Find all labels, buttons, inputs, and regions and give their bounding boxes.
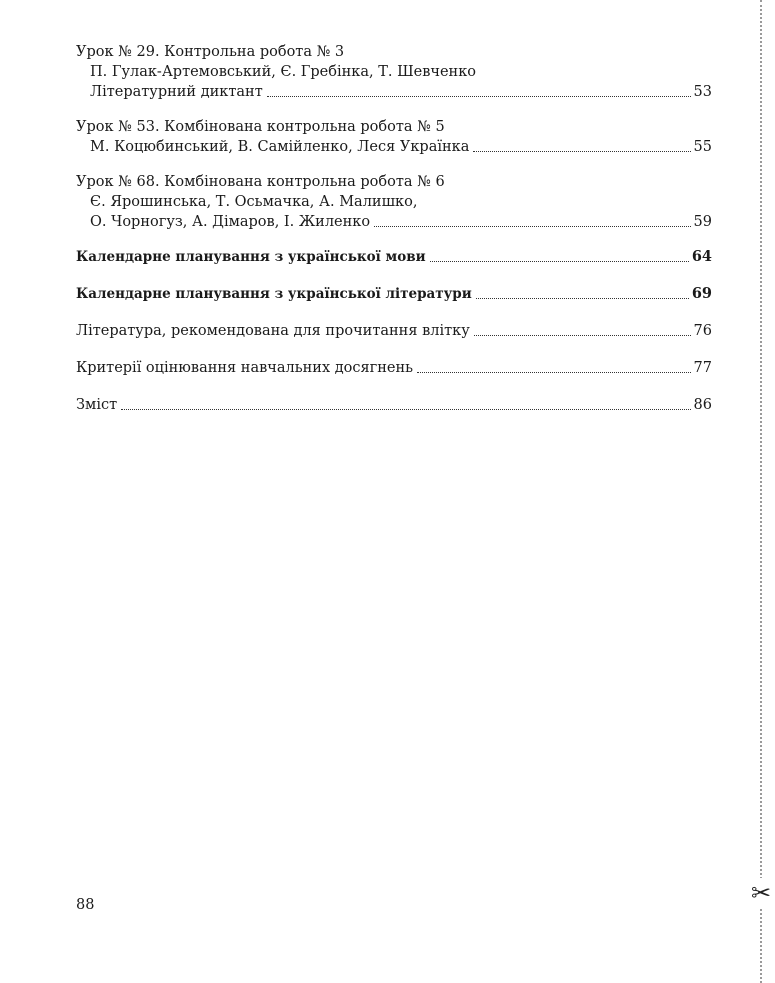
toc-entry-lesson-53: [76, 117, 712, 157]
toc-entry-title: Урок № 53. Комбінована контрольна робота № 5: [76, 119, 445, 135]
toc-entry-lesson-68: [76, 172, 712, 232]
toc-entry-row: [76, 358, 712, 378]
toc-entry-label: Література, рекомендована для прочитання влітку: [76, 323, 470, 339]
toc-entry-label: Критерії оцінювання навчальних досягнень: [76, 360, 414, 376]
dot-leader: [430, 261, 689, 262]
toc-entry-lesson-29: [76, 42, 712, 102]
toc-page-number: 86: [693, 397, 712, 413]
toc-entry-authors: М. Коцюбинський, В. Самійленко, Леся Українка: [90, 139, 470, 155]
toc-page-number: 64: [691, 248, 712, 265]
toc-entry-contents: [76, 395, 712, 415]
toc-entry-row: [76, 321, 712, 341]
toc-entry-summer-reading: [76, 321, 712, 341]
toc-entry-criteria: [76, 358, 712, 378]
toc-page-number: 55: [693, 139, 712, 155]
toc-entry-row: [76, 137, 712, 157]
dot-leader: [474, 335, 691, 336]
toc-entry-title: Урок № 29. Контрольна робота № 3: [76, 44, 345, 60]
toc-entry-row: [76, 284, 712, 304]
toc-entry-authors: П. Гулак-Артемовський, Є. Гребінка, Т. Шевченко: [90, 64, 477, 80]
toc-page-number: 53: [693, 84, 712, 100]
toc-entry-label: Календарне планування з української мови: [76, 249, 426, 265]
toc-entry-label: Зміст: [76, 397, 118, 413]
toc-entry-row: [76, 395, 712, 415]
toc-entry-label: Календарне планування з української літератури: [76, 286, 472, 302]
dot-leader: [267, 96, 691, 97]
dot-leader: [121, 409, 690, 410]
toc-entry-row: [76, 82, 712, 102]
toc-page-number: 69: [691, 285, 712, 302]
scissors-icon: ✂: [750, 879, 772, 907]
toc-entry-row: [76, 212, 712, 232]
cut-line: [760, 0, 762, 983]
page-number: 88: [76, 897, 95, 913]
toc-entry-label: Літературний диктант: [90, 84, 263, 100]
toc-page-number: 59: [693, 214, 712, 230]
dot-leader: [417, 372, 690, 373]
dot-leader: [476, 298, 689, 299]
dot-leader: [473, 151, 690, 152]
dot-leader: [374, 226, 690, 227]
toc-entry-authors: О. Чорногуз, А. Дімаров, І. Жиленко: [90, 214, 371, 230]
toc-entry-calendar-literature: [76, 284, 712, 304]
toc-page-number: 76: [693, 323, 712, 339]
toc-entry-row: [76, 247, 712, 267]
toc-entry-authors: Є. Ярошинська, Т. Осьмачка, А. Малишко,: [90, 194, 418, 210]
toc-page-number: 77: [693, 360, 712, 376]
toc-entry-calendar-language: [76, 247, 712, 267]
toc-entry-title: Урок № 68. Комбінована контрольна робота № 6: [76, 174, 445, 190]
table-of-contents: [76, 42, 712, 432]
